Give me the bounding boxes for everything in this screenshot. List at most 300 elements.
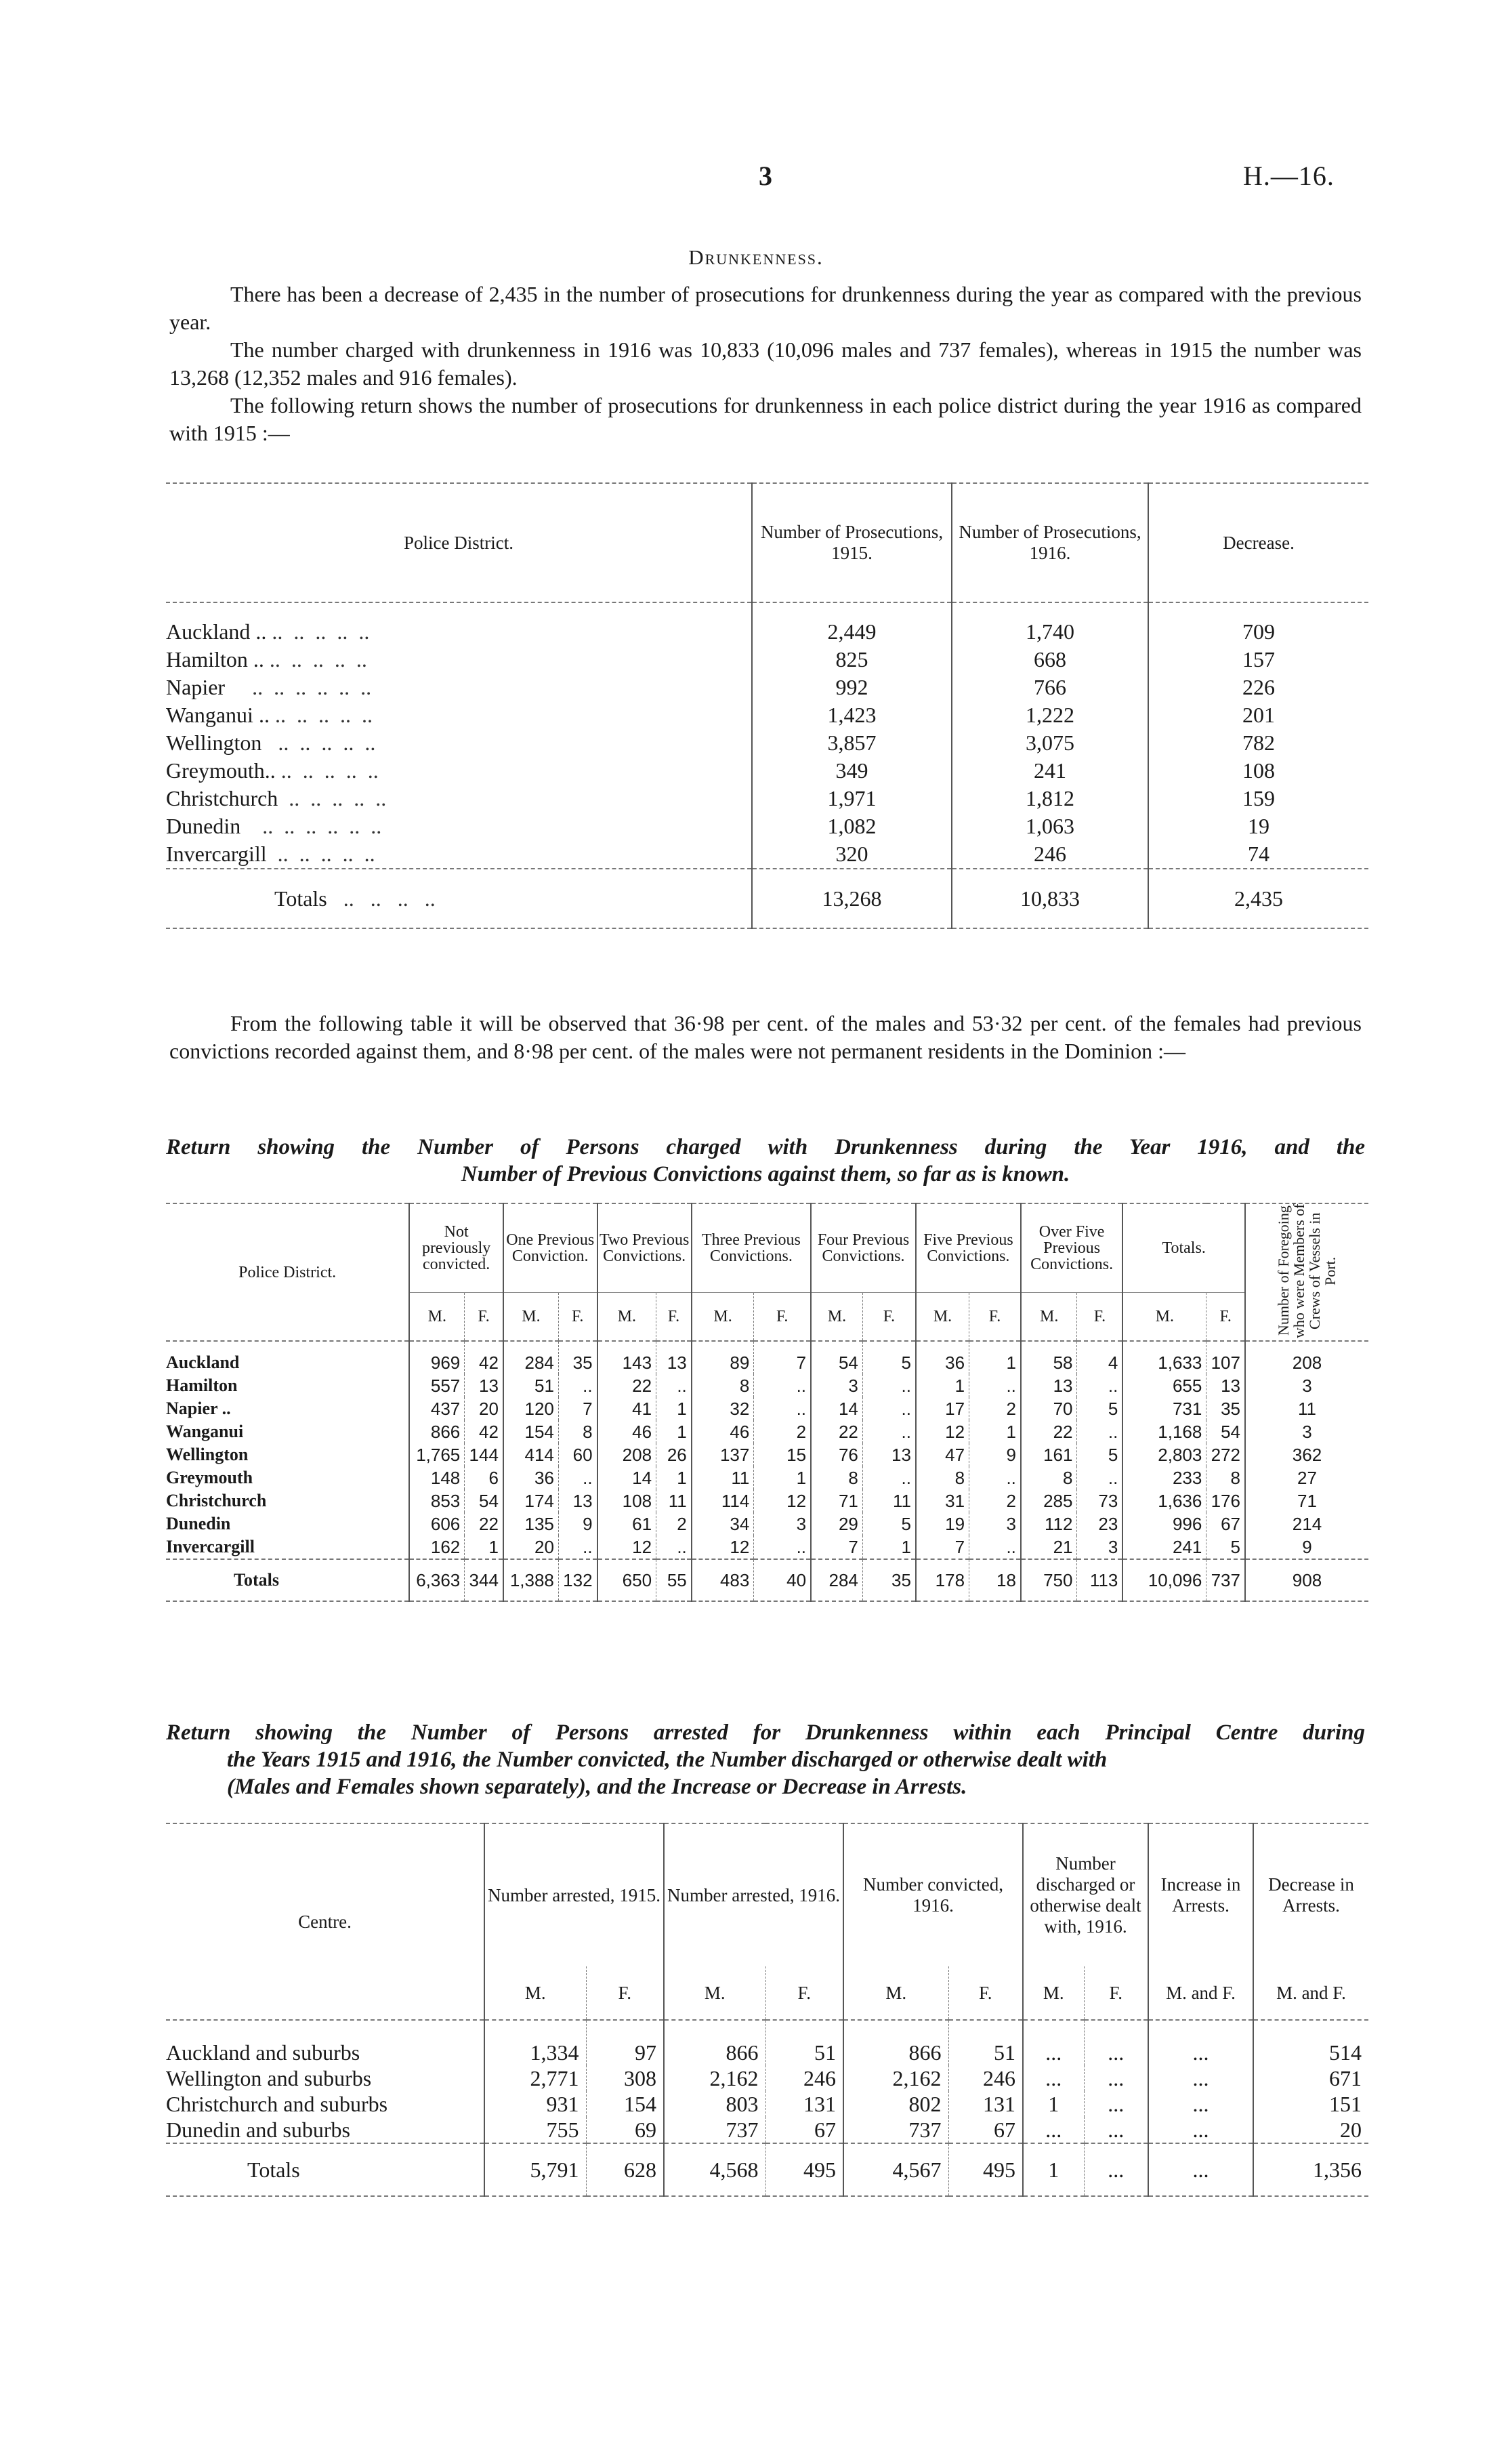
table-row [166, 1420, 1368, 1443]
cell-1915: 320 [752, 840, 952, 869]
sub-m: M. [664, 1966, 765, 2020]
sub-f: F. [558, 1293, 597, 1342]
table3-caption [166, 1719, 1365, 1800]
cell-female: .. [1077, 1466, 1122, 1489]
cell-male: 46 [597, 1420, 656, 1443]
cell-female: .. [558, 1535, 597, 1559]
cell-female: 60 [558, 1443, 597, 1466]
cell-female: .. [558, 1374, 597, 1397]
cell-female: 51 [765, 2020, 843, 2065]
cell-female: .. [754, 1397, 811, 1420]
cell-male: 47 [916, 1443, 969, 1466]
cell-male: 10,096 [1122, 1559, 1206, 1601]
cell-decrease: 201 [1148, 701, 1368, 729]
centre-name: Christchurch and suburbs [166, 2092, 388, 2116]
sub-f: F. [1206, 1293, 1245, 1342]
sub-m: M. [916, 1293, 969, 1342]
col-one-previous: One Previous Conviction. [503, 1203, 597, 1293]
cell-1915: 1,971 [752, 785, 952, 812]
totals-label: Totals [274, 886, 327, 911]
cell-male: 483 [692, 1559, 754, 1601]
cell-female: 69 [586, 2117, 664, 2143]
cell-male: 22 [811, 1420, 862, 1443]
cell-male: 22 [597, 1374, 656, 1397]
cell-female: 13 [465, 1374, 503, 1397]
cell-female: 22 [465, 1512, 503, 1535]
cell-male: ... [1023, 2020, 1084, 2065]
cell-female: 9 [969, 1443, 1021, 1466]
cell-female: 131 [765, 2091, 843, 2117]
table-row: Invercargill .. .. .. .. .. 320 246 74 [166, 840, 1368, 869]
cell-female: .. [862, 1420, 916, 1443]
sub-m-and-f: M. and F. [1253, 1966, 1368, 2020]
cell-female: .. [558, 1466, 597, 1489]
cell-male: 31 [916, 1489, 969, 1512]
cell-female: 11 [862, 1489, 916, 1512]
cell-male: 4,567 [843, 2143, 948, 2196]
sub-m: M. [1023, 1966, 1084, 2020]
col-discharged-1916: Number discharged or otherwise dealt with, 1916. [1023, 1823, 1148, 1966]
cell-male: ... [1023, 2117, 1084, 2143]
cell-male: 54 [811, 1341, 862, 1374]
table-header [166, 1823, 1368, 1966]
cell-female: 344 [465, 1559, 503, 1601]
cell-female: 13 [862, 1443, 916, 1466]
cell-male: 1,765 [409, 1443, 464, 1466]
cell-male: 135 [503, 1512, 558, 1535]
cell-female: 35 [558, 1341, 597, 1374]
cell-crew-members: 9 [1245, 1535, 1368, 1559]
total-1915: 13,268 [752, 869, 952, 928]
table-row: Wanganui .. .. .. .. .. .. 1,423 1,222 201 [166, 701, 1368, 729]
cell-female: 2 [969, 1397, 1021, 1420]
col-two-previous: Two Previous Convictions. [597, 1203, 692, 1293]
cell-female: 67 [765, 2117, 843, 2143]
district-name: Napier .. [166, 1399, 231, 1418]
total-1916: 10,833 [952, 869, 1148, 928]
cell-male: 1,168 [1122, 1420, 1206, 1443]
cell-decrease: 671 [1253, 2065, 1368, 2091]
cell-male: 32 [692, 1397, 754, 1420]
cell-female: 1 [969, 1341, 1021, 1374]
table-row: Wellington .. .. .. .. .. 3,857 3,075 782 [166, 729, 1368, 757]
table-header [166, 483, 1368, 602]
table-row [166, 1489, 1368, 1512]
cell-male: 737 [843, 2117, 948, 2143]
cell-decrease: 151 [1253, 2091, 1368, 2117]
cell-decrease: 514 [1253, 2020, 1368, 2065]
cell-female: 15 [754, 1443, 811, 1466]
cell-male: 803 [664, 2091, 765, 2117]
cell-female: 107 [1206, 1341, 1245, 1374]
cell-female: 5 [1077, 1397, 1122, 1420]
table-row: Dunedin .. .. .. .. .. .. 1,082 1,063 19 [166, 812, 1368, 840]
cell-female: 131 [948, 2091, 1023, 2117]
col-not-previously-convicted: Not previously convicted. [409, 1203, 503, 1293]
table-row [166, 1466, 1368, 1489]
cell-female: 42 [465, 1420, 503, 1443]
cell-1915: 1,082 [752, 812, 952, 840]
cell-crew-members: 71 [1245, 1489, 1368, 1512]
cell-1916: 1,063 [952, 812, 1148, 840]
cell-male: 8 [811, 1466, 862, 1489]
col-decrease: Decrease in Arrests. [1253, 1823, 1368, 1966]
cell-female: 4 [1077, 1341, 1122, 1374]
cell-female: 113 [1077, 1559, 1122, 1601]
cell-decrease: 19 [1148, 812, 1368, 840]
cell-male: 2,162 [664, 2065, 765, 2091]
cell-male: 3 [811, 1374, 862, 1397]
cell-male: 76 [811, 1443, 862, 1466]
document-reference: H.—16. [1243, 161, 1335, 191]
cell-crew-members: 3 [1245, 1420, 1368, 1443]
cell-male: 5,791 [484, 2143, 586, 2196]
cell-male: 21 [1021, 1535, 1077, 1559]
cell-male: 108 [597, 1489, 656, 1512]
cell-female: 1 [656, 1466, 692, 1489]
cell-female: 40 [754, 1559, 811, 1601]
col-four-previous: Four Previous Convictions. [811, 1203, 916, 1293]
cell-female: 35 [1206, 1397, 1245, 1420]
cell-female: 737 [1206, 1559, 1245, 1601]
table-row: Napier .. .. .. .. .. .. 992 766 226 [166, 674, 1368, 701]
cell-male: 241 [1122, 1535, 1206, 1559]
cell-female: 26 [656, 1443, 692, 1466]
cell-female: 5 [862, 1512, 916, 1535]
cell-female: .. [862, 1466, 916, 1489]
caption-line: Number of Previous Convictions against them, so far as is known. [461, 1162, 1070, 1186]
cell-male: 606 [409, 1512, 464, 1535]
cell-male: 137 [692, 1443, 754, 1466]
cell-male: 12 [597, 1535, 656, 1559]
cell-male: 148 [409, 1466, 464, 1489]
cell-female: .. [862, 1374, 916, 1397]
district-name: Christchurch [166, 786, 278, 810]
cell-female: 1 [465, 1535, 503, 1559]
cell-female: 12 [754, 1489, 811, 1512]
cell-1916: 241 [952, 757, 1148, 785]
cell-crew-members: 208 [1245, 1341, 1368, 1374]
cell-male: 233 [1122, 1466, 1206, 1489]
convictions-paragraph: From the following table it will be observed that 36·98 per cent. of the males and 53·32 per cent. of the females had previous convictions recorded against them, and 8·98 per cent. of the males were not permanent residents in the Dominion :— [169, 1011, 1362, 1063]
col-prosecutions-1915: Number of Prosecutions, 1915. [752, 483, 952, 602]
sub-f: F. [1077, 1293, 1122, 1342]
table-row: Christchurch .. .. .. .. .. 1,971 1,812 159 [166, 785, 1368, 812]
cell-crew-members: 3 [1245, 1374, 1368, 1397]
cell-1916: 766 [952, 674, 1148, 701]
cell-male: 20 [503, 1535, 558, 1559]
district-name: Invercargill [166, 1537, 255, 1556]
col-totals: Totals. [1122, 1203, 1245, 1293]
cell-female: .. [969, 1535, 1021, 1559]
sub-m: M. [503, 1293, 558, 1342]
district-name: Auckland [166, 1353, 240, 1372]
table2-caption [166, 1134, 1365, 1188]
cell-male: 112 [1021, 1512, 1077, 1535]
district-name: Greymouth.. [166, 758, 276, 783]
prosecutions-table [166, 482, 1368, 929]
cell-male: 14 [597, 1466, 656, 1489]
previous-convictions-table [166, 1203, 1368, 1602]
cell-female: 5 [1206, 1535, 1245, 1559]
col-arrested-1915: Number arrested, 1915. [484, 1823, 664, 1966]
centre-name: Wellington and suburbs [166, 2066, 372, 2090]
cell-female: .. [656, 1374, 692, 1397]
cell-decrease: 108 [1148, 757, 1368, 785]
sub-m-and-f: M. and F. [1148, 1966, 1253, 2020]
cell-female: 5 [1077, 1443, 1122, 1466]
sub-f: F. [586, 1966, 664, 2020]
cell-female: .. [754, 1374, 811, 1397]
cell-male: 437 [409, 1397, 464, 1420]
col-convicted-1916: Number convicted, 1916. [843, 1823, 1023, 1966]
cell-male: 12 [916, 1420, 969, 1443]
cell-female: 2 [969, 1489, 1021, 1512]
cell-male: 8 [916, 1466, 969, 1489]
district-name: Wellington [166, 730, 262, 755]
district-name: Invercargill [166, 842, 267, 866]
intro-text [169, 281, 1362, 447]
cell-male: 7 [811, 1535, 862, 1559]
sub-m: M. [597, 1293, 656, 1342]
table-row [166, 2065, 1368, 2091]
totals-label: Totals [166, 2143, 484, 2196]
col-arrested-1916: Number arrested, 1916. [664, 1823, 843, 1966]
cell-decrease: 74 [1148, 840, 1368, 869]
cell-male: 17 [916, 1397, 969, 1420]
cell-male: 61 [597, 1512, 656, 1535]
cell-male: 866 [409, 1420, 464, 1443]
cell-1916: 1,740 [952, 602, 1148, 646]
intro-paragraph: The following return shows the number of prosecutions for drunkenness in each police district during the year 1916 as compared with 1915 :— [169, 393, 1362, 445]
cell-male: 22 [1021, 1420, 1077, 1443]
cell-male: 2,803 [1122, 1443, 1206, 1466]
cell-female: 8 [558, 1420, 597, 1443]
cell-male: 2,771 [484, 2065, 586, 2091]
cell-female: .. [754, 1535, 811, 1559]
sub-m: M. [1122, 1293, 1206, 1342]
totals-row [166, 2143, 1368, 2196]
table-row: Hamilton .. .. .. .. .. .. 825 668 157 [166, 646, 1368, 674]
cell-female: 1 [656, 1420, 692, 1443]
cell-male: 731 [1122, 1397, 1206, 1420]
sub-f: F. [969, 1293, 1021, 1342]
district-name: Auckland .. [166, 619, 267, 644]
cell-male: 71 [811, 1489, 862, 1512]
cell-male: 285 [1021, 1489, 1077, 1512]
cell-female: 3 [1077, 1535, 1122, 1559]
col-prosecutions-1916: Number of Prosecutions, 1916. [952, 483, 1148, 602]
cell-male: 208 [597, 1443, 656, 1466]
cell-female: 42 [465, 1341, 503, 1374]
cell-male: 178 [916, 1559, 969, 1601]
cell-male: 14 [811, 1397, 862, 1420]
cell-female: 1 [862, 1535, 916, 1559]
cell-male: 737 [664, 2117, 765, 2143]
cell-crew-members: 908 [1245, 1559, 1368, 1601]
cell-male: 36 [916, 1341, 969, 1374]
caption-line: Return showing the Number of Persons arrested for Drunkenness within each Principal Centre during [166, 1720, 1365, 1745]
col-police-district: Police District. [166, 1203, 409, 1341]
cell-male: 154 [503, 1420, 558, 1443]
cell-crew-members: 214 [1245, 1512, 1368, 1535]
cell-female: 97 [586, 2020, 664, 2065]
cell-female: 67 [1206, 1512, 1245, 1535]
table-row [166, 1512, 1368, 1535]
intro-paragraph: There has been a decrease of 2,435 in the number of prosecutions for drunkenness during the year as compared with the previous year. [169, 282, 1362, 334]
cell-male: 8 [692, 1374, 754, 1397]
col-crew-members: Number of Foregoing who were Members of Crews of Vessels in Port. [1275, 1203, 1339, 1338]
cell-female: 13 [558, 1489, 597, 1512]
cell-increase: ... [1148, 2091, 1253, 2117]
sub-m: M. [811, 1293, 862, 1342]
cell-1915: 2,449 [752, 602, 952, 646]
cell-increase: ... [1148, 2020, 1253, 2065]
cell-female: 1 [656, 1397, 692, 1420]
cell-female: 246 [948, 2065, 1023, 2091]
cell-decrease: 1,356 [1253, 2143, 1368, 2196]
cell-male: 46 [692, 1420, 754, 1443]
district-name: Wanganui [166, 1422, 244, 1441]
table-row [166, 1341, 1368, 1374]
cell-male: 161 [1021, 1443, 1077, 1466]
cell-decrease: 782 [1148, 729, 1368, 757]
cell-male: 755 [484, 2117, 586, 2143]
cell-decrease: 226 [1148, 674, 1368, 701]
cell-female: 6 [465, 1466, 503, 1489]
cell-female: 7 [558, 1397, 597, 1420]
cell-female: 35 [862, 1559, 916, 1601]
col-increase: Increase in Arrests. [1148, 1823, 1253, 1966]
district-name: Christchurch [166, 1491, 267, 1510]
cell-increase: ... [1148, 2065, 1253, 2091]
cell-female: 51 [948, 2020, 1023, 2065]
cell-female: .. [969, 1374, 1021, 1397]
cell-1916: 668 [952, 646, 1148, 674]
sub-m: M. [1021, 1293, 1077, 1342]
cell-female: ... [1084, 2020, 1148, 2065]
table-row [166, 1397, 1368, 1420]
cell-female: 13 [656, 1341, 692, 1374]
cell-1916: 3,075 [952, 729, 1148, 757]
table-row [166, 1535, 1368, 1559]
cell-decrease: 709 [1148, 602, 1368, 646]
col-centre: Centre. [166, 1823, 484, 2020]
cell-decrease: 20 [1253, 2117, 1368, 2143]
cell-female: 144 [465, 1443, 503, 1466]
sub-m: M. [843, 1966, 948, 2020]
col-five-previous: Five Previous Convictions. [916, 1203, 1021, 1293]
cell-female: 5 [862, 1341, 916, 1374]
cell-male: 29 [811, 1512, 862, 1535]
cell-increase: ... [1148, 2143, 1253, 2196]
intro-paragraph: The number charged with drunkenness in 1916 was 10,833 (10,096 males and 737 females), whereas in 1915 the number was 13,268 (12,352 males and 916 females). [169, 337, 1362, 390]
cell-male: 19 [916, 1512, 969, 1535]
cell-female: 495 [765, 2143, 843, 2196]
district-name: Napier [166, 675, 226, 699]
cell-female: 132 [558, 1559, 597, 1601]
centre-name: Dunedin and suburbs [166, 2118, 350, 2142]
section-title: Drunkenness. [688, 245, 824, 269]
cell-male: 89 [692, 1341, 754, 1374]
cell-female: 20 [465, 1397, 503, 1420]
cell-female: 246 [765, 2065, 843, 2091]
cell-male: 1,636 [1122, 1489, 1206, 1512]
totals-row [166, 1559, 1368, 1601]
cell-male: 1,633 [1122, 1341, 1206, 1374]
cell-male: 414 [503, 1443, 558, 1466]
cell-crew-members: 27 [1245, 1466, 1368, 1489]
cell-female: 23 [1077, 1512, 1122, 1535]
table-header [166, 1203, 1368, 1293]
cell-male: 114 [692, 1489, 754, 1512]
cell-male: 866 [664, 2020, 765, 2065]
cell-male: 41 [597, 1397, 656, 1420]
cell-male: 36 [503, 1466, 558, 1489]
cell-male: 7 [916, 1535, 969, 1559]
cell-male: 969 [409, 1341, 464, 1374]
cell-male: 655 [1122, 1374, 1206, 1397]
district-name: Hamilton [166, 1376, 238, 1395]
cell-female: .. [862, 1397, 916, 1420]
col-three-previous: Three Previous Convictions. [692, 1203, 811, 1293]
cell-1915: 825 [752, 646, 952, 674]
cell-1916: 246 [952, 840, 1148, 869]
sub-f: F. [1084, 1966, 1148, 2020]
cell-female: 3 [969, 1512, 1021, 1535]
page-number: 3 [759, 161, 772, 191]
cell-female: 7 [754, 1341, 811, 1374]
cell-male: 4,568 [664, 2143, 765, 2196]
cell-female: 308 [586, 2065, 664, 2091]
cell-female: ... [1084, 2143, 1148, 2196]
table-row [166, 1374, 1368, 1397]
cell-1915: 3,857 [752, 729, 952, 757]
cell-male: 996 [1122, 1512, 1206, 1535]
cell-male: 6,363 [409, 1559, 464, 1601]
cell-decrease: 157 [1148, 646, 1368, 674]
cell-male: 11 [692, 1466, 754, 1489]
cell-female: 3 [754, 1512, 811, 1535]
sub-m: M. [692, 1293, 754, 1342]
cell-male: 557 [409, 1374, 464, 1397]
centre-name: Auckland and suburbs [166, 2040, 360, 2065]
cell-male: 174 [503, 1489, 558, 1512]
convictions-note [169, 1010, 1362, 1065]
cell-male: 51 [503, 1374, 558, 1397]
district-name: Wanganui .. [166, 703, 270, 727]
cell-male: 162 [409, 1535, 464, 1559]
cell-male: 750 [1021, 1559, 1077, 1601]
district-name: Dunedin [166, 814, 241, 838]
cell-male: 8 [1021, 1466, 1077, 1489]
cell-female: 2 [656, 1512, 692, 1535]
totals-row: Totals .. .. .. .. 13,268 10,833 2,435 [166, 869, 1368, 928]
cell-male: 650 [597, 1559, 656, 1601]
cell-male: 34 [692, 1512, 754, 1535]
cell-female: 73 [1077, 1489, 1122, 1512]
cell-male: 1 [1023, 2143, 1084, 2196]
cell-crew-members: 11 [1245, 1397, 1368, 1420]
cell-female: 154 [586, 2091, 664, 2117]
cell-male: 284 [503, 1341, 558, 1374]
col-decrease: Decrease. [1148, 483, 1368, 602]
cell-male: 143 [597, 1341, 656, 1374]
sub-f: F. [862, 1293, 916, 1342]
caption-line: the Years 1915 and 1916, the Number convicted, the Number discharged or otherwise dealt with [227, 1748, 1108, 1772]
cell-female: 2 [754, 1420, 811, 1443]
table-row: Greymouth.. .. .. .. .. .. 349 241 108 [166, 757, 1368, 785]
